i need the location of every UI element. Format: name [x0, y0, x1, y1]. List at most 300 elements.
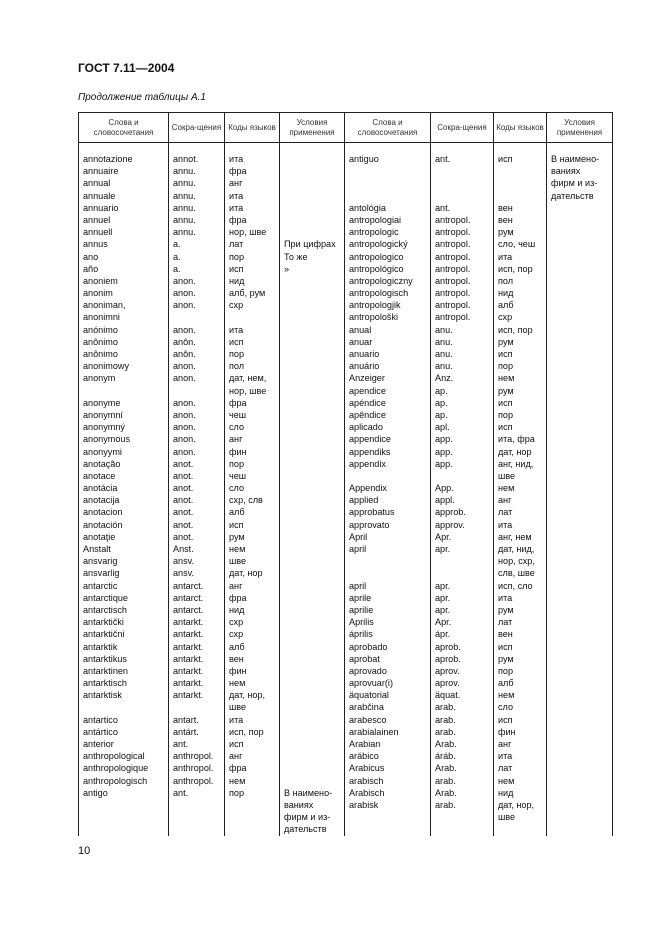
table-cell-line: [284, 592, 341, 604]
table-cell-line: фра: [229, 166, 247, 177]
table-cell-line: [284, 433, 341, 445]
table-cell-line: antarktikus: [83, 653, 127, 664]
table-cell-line: április: [349, 629, 373, 640]
table-cell-line: [284, 616, 341, 628]
table-cell-line: ита: [498, 519, 513, 530]
table-cell-line: aprilie: [349, 604, 374, 615]
table-cell-line: [498, 190, 543, 202]
table-cell-line: antarctisch: [83, 604, 127, 615]
table-cell-line: рум: [498, 604, 514, 615]
table-cell-line: ano: [83, 251, 99, 262]
table-cell-line: Apr.: [435, 531, 452, 542]
table-cell-line: [173, 799, 221, 811]
table-cell-line: appendice: [349, 434, 391, 445]
table-cell-line: [284, 226, 341, 238]
table-cell-line: äquat.: [435, 690, 461, 701]
table-cell-line: [284, 190, 341, 202]
table-cell-line: [284, 714, 341, 726]
table-cell-line: arab.: [435, 714, 456, 725]
table-cell-line: app.: [435, 458, 453, 469]
table-cell-line: [284, 506, 341, 518]
table-cell-line: anot.: [173, 470, 194, 481]
table-cell-line: annu.: [173, 227, 196, 238]
table-cell-line: antarct.: [173, 604, 204, 615]
table-cell-line: antropol.: [435, 263, 471, 274]
table-cell-line: фин: [498, 726, 516, 737]
table-cell-line: [349, 567, 427, 579]
table-cell-line: antropologisch: [349, 288, 409, 299]
table-cell-line: apr.: [435, 544, 451, 554]
table-cell-line: annuaire: [83, 166, 119, 177]
table-cell-line: Arabian: [349, 739, 381, 749]
table-cell-line: appendiks: [349, 446, 391, 457]
table-cell-line: [284, 385, 341, 397]
table-cell-line: фра: [229, 214, 247, 225]
table-cell-line: anthropologisch: [83, 775, 148, 786]
table-cell-line: алб, рум: [229, 288, 266, 299]
table-cell-line: appl.: [435, 495, 455, 506]
table-cell-line: нем: [498, 373, 515, 384]
table-cell-line: anon.: [173, 361, 196, 372]
table-cell-line: anuar: [349, 336, 373, 347]
table-cell-line: [435, 555, 490, 567]
table-cell-line: алб: [498, 300, 514, 311]
table-cell-line: нем: [498, 775, 515, 786]
table-cell-line: anônimo: [83, 349, 118, 359]
table-cell-line: пол: [498, 275, 514, 286]
table-cell-line: anonymní: [83, 409, 123, 420]
table-cell-line: дательств: [284, 824, 327, 835]
table-cell-line: ваниях: [284, 799, 314, 810]
table-cell-line: annu.: [173, 166, 196, 177]
table-cell-line: arabialainen: [349, 726, 399, 737]
table-cell-line: схр, слв: [229, 495, 263, 506]
table-cell-line: antropologico: [349, 251, 404, 262]
table-cell-line: annual: [83, 178, 111, 189]
table-cell-line: anoniman,: [83, 300, 126, 311]
table-cell-line: [83, 385, 165, 397]
col-header-words-right: Слова и словосочетания: [345, 113, 431, 143]
table-cell-line: [284, 567, 341, 579]
table-cell-line: annuale: [83, 190, 116, 201]
table-cell-line: слв, шве: [498, 568, 535, 579]
table-cell-line: anot.: [173, 458, 194, 469]
table-cell-line: [173, 823, 221, 835]
table-cell-line: шве: [498, 470, 516, 481]
table-cell-line: anon.: [173, 397, 196, 408]
table-cell-line: anotácia: [83, 483, 118, 494]
table-cell-line: anonimni: [83, 312, 120, 323]
table-cell-line: [229, 823, 276, 835]
table-cell-line: [229, 799, 276, 811]
table-cell-line: [284, 458, 341, 470]
table-cell-line: ита: [229, 714, 244, 725]
table-cell-line: [435, 177, 490, 189]
table-cell-line: ита: [229, 202, 244, 213]
table-cell-line: [284, 482, 341, 494]
table-cell-line: ant.: [435, 154, 451, 164]
table-cell-line: antart.: [173, 714, 199, 725]
table-cell-line: aprovuar(i): [349, 678, 393, 689]
table-cell-line: ap.: [435, 397, 448, 408]
table-cell-line: исп, пор: [498, 263, 533, 274]
table-cell-line: [349, 177, 427, 189]
table-cell-line: [284, 287, 341, 299]
table-cell-line: анг, нид,: [498, 458, 534, 469]
table-cell-line: [284, 738, 341, 750]
table-cell-line: [284, 689, 341, 701]
table-cell-line: [284, 311, 341, 323]
table-cell-line: сло, чеш: [498, 239, 536, 250]
table-cell-line: antropologiai: [349, 214, 402, 225]
table-cell-line: нем: [229, 775, 246, 786]
table-cell-line: a.: [173, 239, 181, 250]
table-cell-line: фирм и из-: [551, 178, 598, 189]
table-cell-line: ита: [229, 190, 244, 201]
table-cell-line: [173, 311, 221, 323]
page-number: 10: [78, 845, 91, 857]
table-cell-line: пор: [229, 787, 245, 798]
table-cell-line: antarktični: [83, 629, 125, 640]
table-cell-line: рум: [498, 385, 514, 396]
table-cell-line: [284, 409, 341, 421]
table-cell-line: apr.: [435, 580, 451, 591]
table-cell-line: [349, 470, 427, 482]
table-cell-line: анг, нем: [498, 531, 532, 542]
table-cell-line: anonyme: [83, 397, 121, 408]
table-cell-line: approbatus: [349, 507, 395, 518]
table-cell-line: дат, нор: [498, 446, 532, 457]
table-cell-line: вен: [498, 202, 513, 213]
table-cell-line: anu.: [435, 349, 453, 359]
table-cell-line: Arab.: [435, 787, 457, 798]
table-cell-line: antropologjik: [349, 300, 401, 311]
table-cell-line: antarktinen: [83, 665, 128, 676]
table-cell-line: antiguo: [349, 154, 379, 164]
table-cell-line: шве: [229, 556, 247, 567]
table-cell-line: вен: [229, 653, 244, 664]
table-cell-line: ant.: [173, 787, 189, 798]
table-cell-line: aprile: [349, 592, 372, 603]
table-cell-line: ита: [498, 592, 513, 603]
table-cell-line: схр: [229, 629, 244, 640]
table-cell-line: approb.: [435, 507, 466, 518]
table-cell-line: anotacija: [83, 495, 120, 506]
table-cell-line: anthropologique: [83, 763, 149, 774]
table-cell-line: [284, 519, 341, 531]
table-cell-line: нор, схр,: [498, 556, 535, 567]
table-cell-line: [435, 190, 490, 202]
table-cell-line: нем: [498, 483, 515, 494]
table-header-row: [79, 113, 613, 143]
table-cell-line: App.: [435, 483, 454, 494]
table-cell-line: пор: [498, 361, 514, 372]
table-cell-line: фирм и из-: [284, 812, 331, 823]
table-cell-line: apéndice: [349, 397, 386, 408]
column-words-right: [345, 143, 431, 836]
table-cell-line: anonym: [83, 373, 116, 384]
column-conditions-right: [547, 143, 613, 836]
table-cell-line: apêndice: [349, 409, 386, 420]
table-cell-line: ansv.: [173, 568, 195, 579]
table-cell-line: пор: [498, 409, 514, 420]
table-cell-line: сло: [498, 702, 514, 713]
table-cell-line: antarkt.: [173, 617, 204, 628]
table-cell-line: aprobado: [349, 641, 388, 652]
table-cell-line: [284, 299, 341, 311]
table-cell-line: Anzeiger: [349, 373, 385, 384]
table-cell-line: antropol.: [435, 288, 471, 299]
table-cell-line: [83, 811, 165, 823]
table-cell-line: antigo: [83, 787, 108, 798]
table-cell-line: анг: [229, 580, 243, 591]
table-cell-line: äquatorial: [349, 690, 389, 701]
table-cell-line: В наимено-: [284, 787, 333, 798]
table-cell-line: пор: [229, 458, 245, 469]
table-cell-line: apr.: [435, 592, 451, 603]
table-cell-line: [284, 701, 341, 713]
table-cell-line: ита: [498, 251, 513, 262]
table-cell-line: нор, шве: [229, 385, 267, 396]
table-cell-line: Appendix: [349, 483, 387, 494]
table-cell-line: В наимено-: [551, 154, 600, 164]
table-cell-line: вен: [498, 629, 513, 640]
table-cell-line: исп: [229, 519, 244, 530]
table-cell-line: anot.: [173, 531, 194, 542]
column-codes-left: [225, 143, 280, 836]
abbreviation-table: [78, 112, 613, 836]
table-cell-line: antarkt.: [173, 678, 204, 689]
table-cell-line: anon.: [173, 409, 196, 420]
table-cell-line: [83, 799, 165, 811]
table-cell-line: annu.: [173, 214, 196, 225]
table-cell-line: anotação: [83, 458, 121, 469]
table-cell-line: [284, 555, 341, 567]
table-cell-line: antarct.: [173, 580, 204, 591]
table-cell-line: чеш: [229, 470, 247, 481]
table-cell-line: нем: [229, 678, 246, 689]
table-cell-line: [173, 811, 221, 823]
table-cell-line: anuário: [349, 361, 380, 372]
table-cell-line: annu.: [173, 202, 196, 213]
table-cell-line: фин: [229, 446, 247, 457]
table-cell-line: [349, 555, 427, 567]
table-cell-line: [284, 202, 341, 214]
table-cell-line: ant.: [435, 202, 451, 213]
table-cell-line: [498, 177, 543, 189]
table-cell-line: anon.: [173, 275, 196, 286]
table-cell-line: Apr.: [435, 617, 452, 628]
table-cell-line: ита: [229, 154, 244, 164]
table-cell-line: [284, 397, 341, 409]
table-cell-line: approv.: [435, 519, 465, 530]
table-cell-line: anotacion: [83, 507, 123, 518]
table-cell-line: лат: [498, 507, 513, 518]
table-cell-line: arabčina: [349, 702, 384, 713]
table-cell-line: ита: [229, 324, 244, 335]
table-cell-line: annu.: [173, 190, 196, 201]
table-cell-line: [435, 165, 490, 177]
table-cell-line: arab.: [435, 799, 456, 810]
table-cell-line: antropologic: [349, 227, 399, 238]
table-cell-line: дат, нид,: [498, 544, 535, 554]
table-cell-line: схр: [229, 617, 244, 628]
table-cell-line: исп, пор: [498, 324, 533, 335]
table-cell-line: [284, 653, 341, 665]
table-cell-line: april: [349, 580, 367, 591]
table-cell-line: нем: [498, 690, 515, 701]
column-abbr-left: [169, 143, 225, 836]
table-cell-line: [284, 177, 341, 189]
table-cell-line: [284, 531, 341, 543]
table-cell-line: Anstalt: [83, 544, 111, 554]
table-cell-line: [284, 543, 341, 555]
table-cell-line: фра: [229, 763, 247, 774]
table-cell-line: anôn.: [173, 336, 196, 347]
table-cell-line: anonymný: [83, 422, 125, 433]
table-cell-line: anônimo: [83, 336, 118, 347]
table-cell-line: пол: [229, 361, 245, 372]
table-cell-line: antropologický: [349, 239, 408, 250]
table-cell-line: фин: [229, 665, 247, 676]
table-cell-line: нем: [229, 544, 246, 554]
table-cell-line: anon.: [173, 422, 196, 433]
col-header-conditions-left: Условия применения: [280, 113, 345, 143]
table-cell-line: схр: [229, 300, 244, 311]
table-cell-line: annuel: [83, 214, 111, 225]
table-cell-line: исп: [229, 739, 244, 749]
table-cell-line: [229, 311, 276, 323]
table-cell-line: anónimo: [83, 324, 118, 335]
table-cell-line: ansvarlig: [83, 568, 120, 579]
table-cell-line: annus: [83, 239, 108, 250]
table-cell-line: apendice: [349, 385, 386, 396]
table-cell-line: antropologiczny: [349, 275, 413, 286]
table-cell-line: [229, 811, 276, 823]
table-cell-line: [173, 385, 221, 397]
table-cell-line: ápr.: [435, 629, 451, 640]
table-cell-line: шве: [498, 812, 516, 823]
table-cell-line: Anz.: [435, 373, 454, 384]
table-cell-line: Arab.: [435, 739, 457, 749]
table-cell-line: [435, 811, 490, 823]
table-cell-line: [284, 153, 341, 165]
table-cell-line: исп: [498, 154, 513, 164]
table-cell-line: antropol.: [435, 300, 471, 311]
table-cell-line: [284, 421, 341, 433]
table-cell-line: anon.: [173, 324, 196, 335]
column-conditions-left: [280, 143, 345, 836]
table-cell-line: рум: [498, 336, 514, 347]
table-cell-line: исп: [498, 397, 513, 408]
table-cell-line: Arab.: [435, 763, 457, 774]
table-cell-line: рум: [498, 227, 514, 238]
table-cell-line: [284, 677, 341, 689]
table-cell-line: нид: [498, 288, 514, 299]
col-header-words-left: Слова и словосочетания: [79, 113, 169, 143]
table-cell-line: исп: [229, 263, 244, 274]
table-cell-line: Arabisch: [349, 787, 385, 798]
table-body-row: [79, 143, 613, 836]
table-cell-line: a.: [173, 263, 181, 274]
table-cell-line: шве: [229, 702, 247, 713]
table-cell-line: appendix: [349, 458, 386, 469]
table-cell-line: [284, 641, 341, 653]
table-cell-line: [284, 372, 341, 384]
table-cell-line: [284, 628, 341, 640]
table-cell-line: рум: [498, 653, 514, 664]
table-cell-line: нид: [498, 787, 514, 798]
table-cell-line: Aprilis: [349, 617, 374, 628]
table-cell-line: aprovado: [349, 665, 387, 676]
table-cell-line: анг: [498, 495, 512, 506]
table-cell-line: [284, 214, 341, 226]
table-cell-line: исп: [229, 336, 244, 347]
table-cell-line: дат, нор: [229, 568, 263, 579]
table-cell-line: нид: [229, 604, 245, 615]
table-cell-line: anon.: [173, 300, 196, 311]
table-cell-line: annuario: [83, 202, 119, 213]
table-cell-line: пор: [229, 349, 245, 359]
table-cell-line: [284, 726, 341, 738]
table-cell-line: То же: [284, 251, 308, 262]
col-header-codes-left: Коды языков: [225, 113, 280, 143]
table-cell-line: дат, нор,: [229, 690, 266, 701]
table-cell-line: arabisch: [349, 775, 384, 786]
table-cell-line: [349, 190, 427, 202]
table-cell-line: сло: [229, 422, 245, 433]
table-caption: Продолжение таблицы А.1: [78, 92, 206, 103]
table-cell-line: anoniem: [83, 275, 118, 286]
col-header-abbr-left: Сокра-щения: [169, 113, 225, 143]
table-cell-line: aplicado: [349, 422, 383, 433]
table-cell-line: anthropol.: [173, 763, 214, 774]
table-cell-line: [284, 494, 341, 506]
table-cell-line: anonim: [83, 288, 113, 299]
table-cell-line: anôn.: [173, 349, 196, 359]
table-cell-line: [284, 336, 341, 348]
table-cell-line: antarkt.: [173, 653, 204, 664]
table-cell-line: ant.: [173, 739, 189, 749]
table-cell-line: алб: [498, 678, 514, 689]
table-cell-line: исп: [498, 422, 513, 433]
table-cell-line: anot.: [173, 483, 194, 494]
table-cell-line: antarctique: [83, 592, 128, 603]
table-cell-line: arabisk: [349, 799, 379, 810]
table-cell-line: anotación: [83, 519, 123, 530]
table-cell-line: arab.: [435, 726, 456, 737]
table-cell-line: anonimowy: [83, 361, 129, 372]
table-cell-line: При цифрах: [284, 239, 336, 250]
table-cell-line: пор: [229, 251, 245, 262]
table-cell-line: antarkt.: [173, 629, 204, 640]
table-cell-line: исп: [498, 641, 513, 652]
table-cell-line: antropológico: [349, 263, 404, 274]
table-cell-line: рум: [229, 531, 245, 542]
table-cell-line: arabesco: [349, 714, 387, 725]
table-cell-line: aprov.: [435, 678, 460, 689]
col-header-conditions-right: Условия применения: [547, 113, 613, 143]
table-cell-line: [284, 324, 341, 336]
table-cell-line: antarkt.: [173, 665, 204, 676]
table-cell-line: фра: [229, 592, 247, 603]
table-cell-line: дательств: [551, 190, 594, 201]
col-header-abbr-right: Сокра-щения: [431, 113, 494, 143]
table-cell-line: [284, 750, 341, 762]
table-cell-line: antropol.: [435, 239, 471, 250]
table-cell-line: [435, 470, 490, 482]
table-cell-line: [349, 165, 427, 177]
